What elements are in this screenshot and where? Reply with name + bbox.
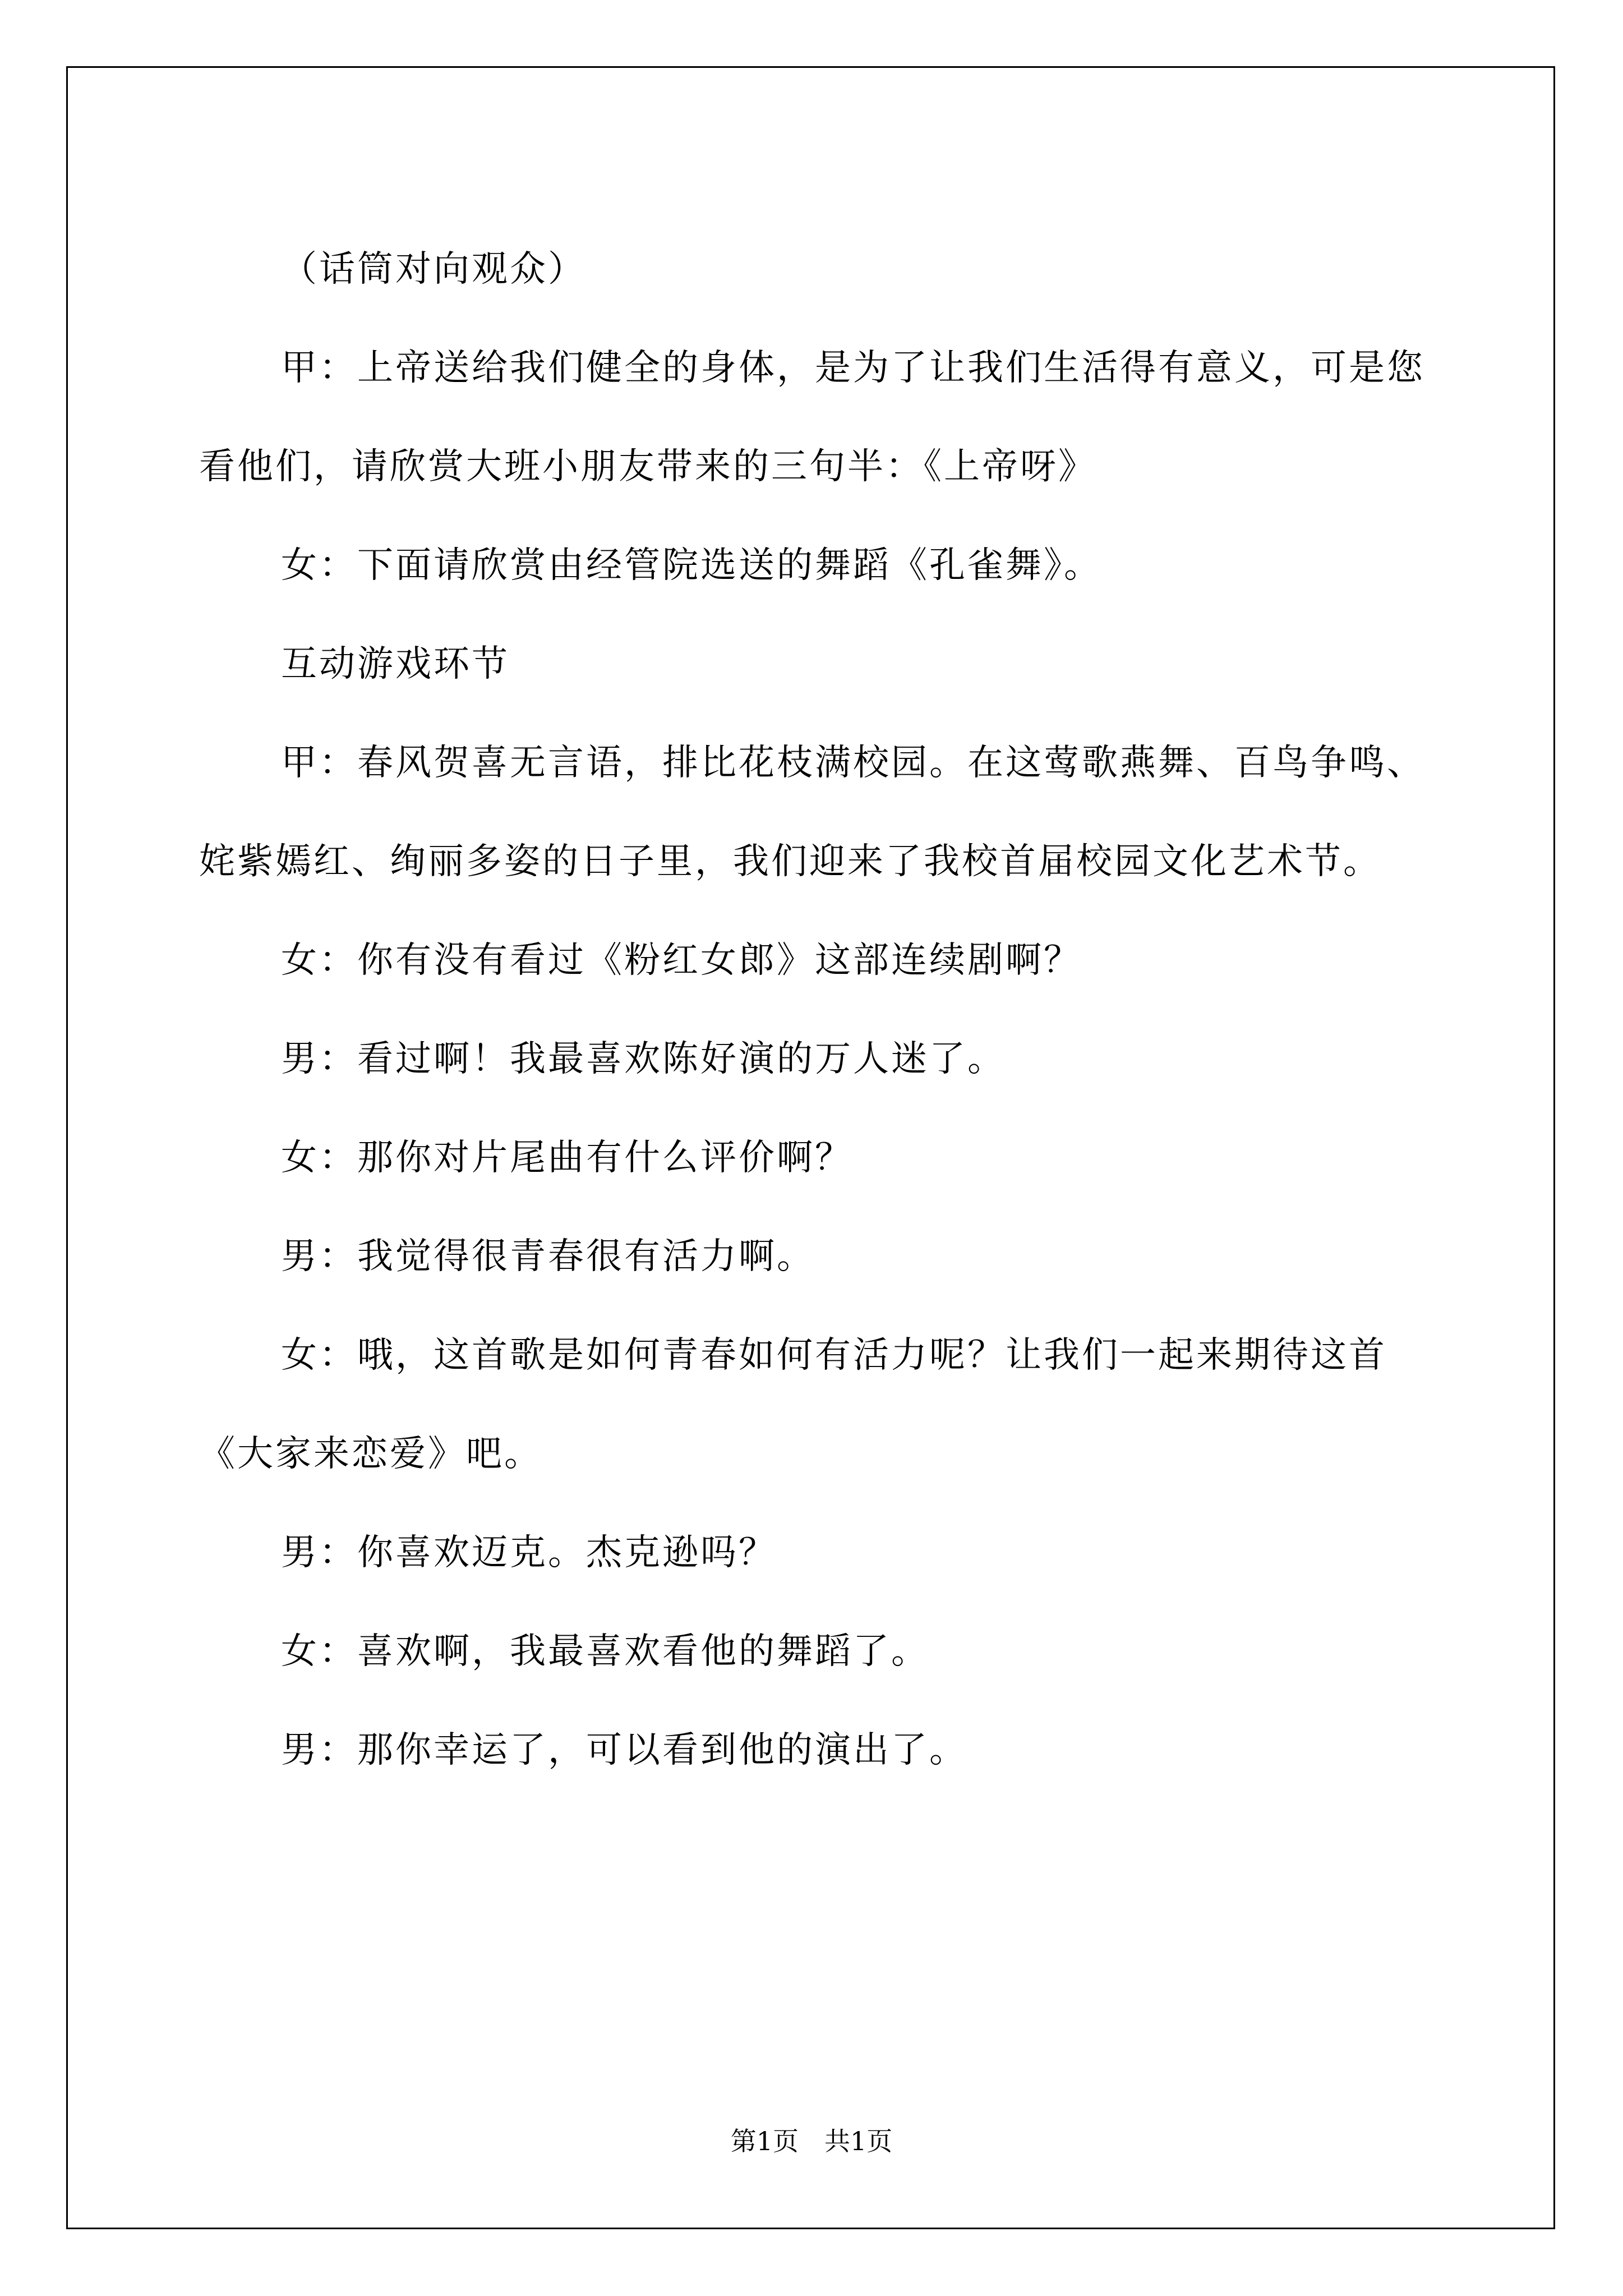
page-number: 第1页 共1页 (730, 2126, 893, 2156)
paragraph: 男：我觉得很青春很有活力啊。 (281, 1236, 815, 1277)
paragraph: 女：你有没有看过《粉红女郎》这部连续剧啊？ (281, 940, 1082, 981)
paragraph: 女：哦，这首歌是如何青春如何有活力呢？让我们一起来期待这首《大家来恋爱》吧。 (199, 1335, 1387, 1475)
paragraph: 男：那你幸运了，可以看到他的演出了。 (281, 1729, 967, 1771)
paragraph: 男：你喜欢迈克。杰克逊吗？ (281, 1532, 777, 1573)
paragraph: 互动游戏环节 (281, 643, 510, 685)
paragraph: 女：那你对片尾曲有什么评价啊？ (281, 1137, 853, 1179)
paragraph: 甲：上帝送给我们健全的身体，是为了让我们生活得有意义，可是您看他们，请欣赏大班小朋友带来的三句半：《上帝呀》 (199, 347, 1425, 487)
document-body (199, 220, 1430, 1800)
paragraph: 甲：春风贺喜无言语，排比花枝满校园。在这莺歌燕舞、百鸟争鸣、姹紫嫣红、绚丽多姿的日子里，我们迎来了我校首届校园文化艺术节。 (199, 742, 1425, 882)
paragraph: 女：下面请欣赏由经管院选送的舞蹈《孔雀舞》。 (281, 545, 1102, 586)
paragraph: 女：喜欢啊，我最喜欢看他的舞蹈了。 (281, 1631, 929, 1672)
paragraph: （话筒对向观众） (281, 249, 586, 290)
paragraph: 男：看过啊！我最喜欢陈好演的万人迷了。 (281, 1038, 1006, 1080)
